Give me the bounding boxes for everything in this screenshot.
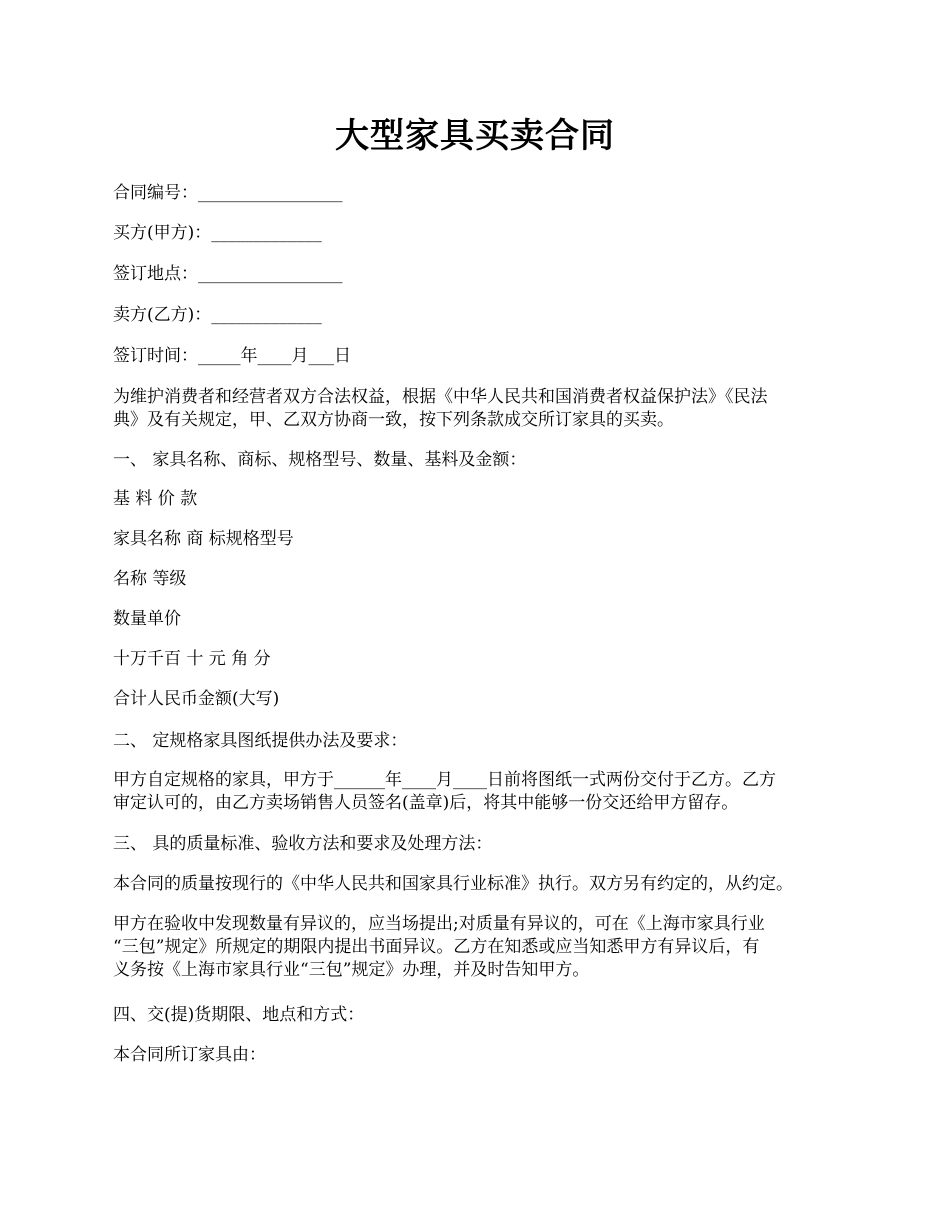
section1-line: 合计人民币金额(大写) xyxy=(113,689,280,709)
section3-line: 甲方在验收中发现数量有异议的，应当场提出;对质量有异议的，可在《上海市家具行业 xyxy=(113,914,765,934)
section2-line: 审定认可的，由乙方卖场销售人员签名(盖章)后，将其中能够一份交还给甲方留存。 xyxy=(113,793,739,813)
seller-field: 卖方(乙方)：_____________ xyxy=(113,305,322,325)
section1-line: 名称 等级 xyxy=(113,569,187,589)
intro-paragraph xyxy=(113,386,853,432)
section2-paragraph xyxy=(113,769,853,815)
section3-paragraph-2 xyxy=(113,913,853,982)
section3-heading: 三、 具的质量标准、验收方法和要求及处理方法： xyxy=(113,834,493,854)
intro-line: 典》及有关规定，甲、乙双方协商一致，按下列条款成交所订家具的买卖。 xyxy=(113,410,674,430)
section1-heading: 一、 家具名称、商标、规格型号、数量、基料及金额： xyxy=(113,450,527,470)
section1-line: 十万千百 十 元 角 分 xyxy=(113,649,271,669)
signing-place-field: 签订地点：_________________ xyxy=(113,264,343,284)
contract-number-field: 合同编号：_________________ xyxy=(113,183,343,203)
buyer-field: 买方(甲方)：_____________ xyxy=(113,223,322,243)
section3-paragraph-1: 本合同的质量按现行的《中华人民共和国家具行业标准》执行。双方另有约定的，从约定。 xyxy=(113,874,793,894)
section4-heading: 四、交(提)货期限、地点和方式： xyxy=(113,1005,365,1025)
section2-line: 甲方自定规格的家具，甲方于______年____月____日前将图纸一式两份交付于乙方。乙方 xyxy=(113,770,776,790)
section3-line: “三包”规定》所规定的期限内提出书面异议。乙方在知悉或应当知悉甲方有异议后，有 xyxy=(113,937,760,957)
section2-heading: 二、 定规格家具图纸提供办法及要求： xyxy=(113,731,408,751)
section1-line: 基 料 价 款 xyxy=(113,489,198,509)
section3-line: 义务按《上海市家具行业“三包”规定》办理，并及时告知甲方。 xyxy=(113,960,590,980)
section1-line: 家具名称 商 标规格型号 xyxy=(113,529,294,549)
intro-line: 为维护消费者和经营者双方合法权益，根据《中华人民共和国消费者权益保护法》《民法 xyxy=(113,387,768,407)
document-title: 大型家具买卖合同 xyxy=(335,116,615,156)
signing-date-field: 签订时间：_____年____月___日 xyxy=(113,346,351,366)
section1-line: 数量单价 xyxy=(113,609,181,629)
section4-paragraph: 本合同所订家具由： xyxy=(113,1045,266,1065)
